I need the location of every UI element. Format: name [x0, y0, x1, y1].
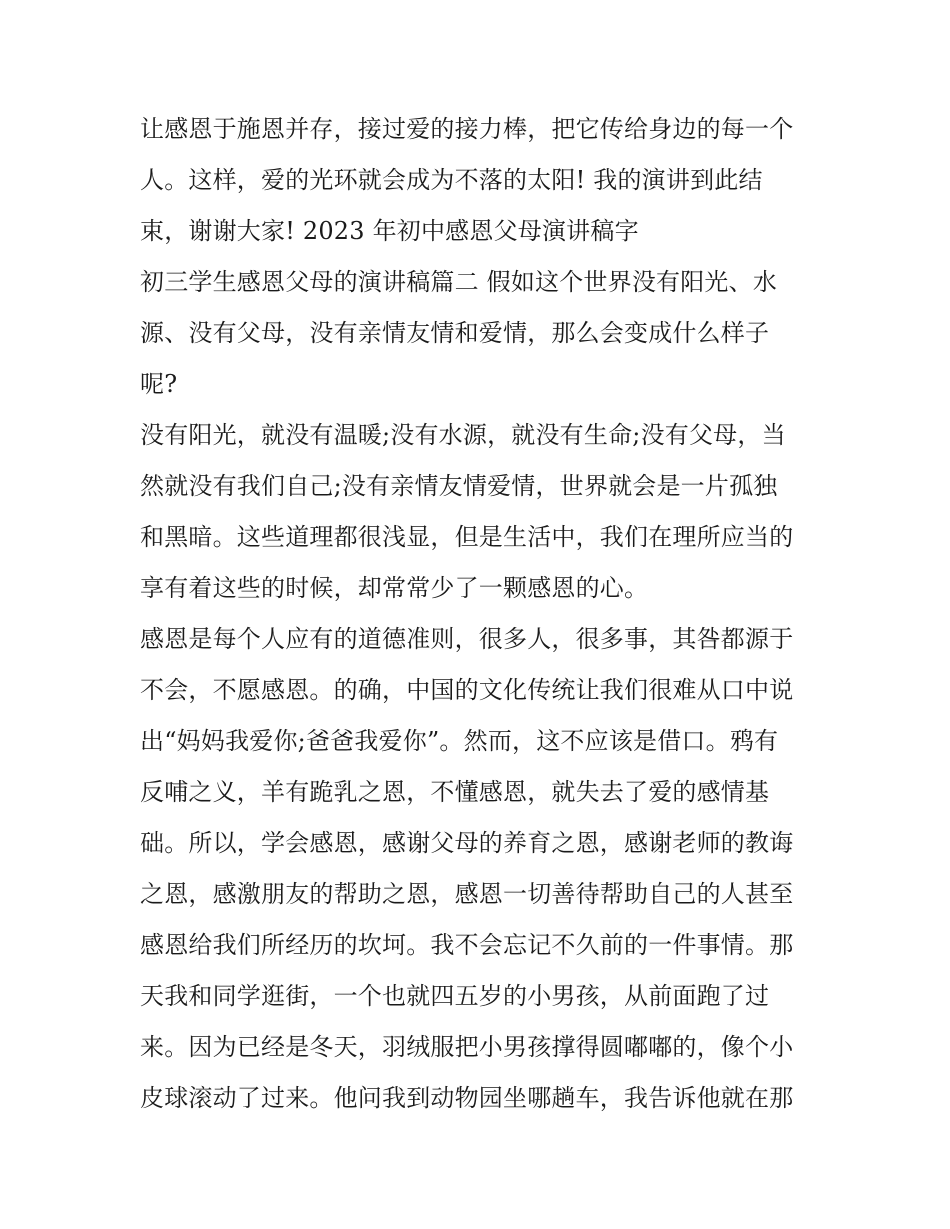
- text-line: 和黑暗。这些道理都很浅显，但是生活中，我们在理所应当的: [140, 523, 794, 551]
- text-line: 来。因为已经是冬天，羽绒服把小男孩撑得圆嘟嘟的，像个小: [140, 1033, 794, 1061]
- paragraph-3: [140, 410, 820, 614]
- text-line: 皮球滚动了过来。他问我到动物园坐哪趟车，我告诉他就在那: [140, 1084, 794, 1112]
- paragraph-2: [140, 257, 820, 410]
- text-line: 反哺之义，羊有跪乳之恩，不懂感恩，就失去了爱的感情基: [140, 778, 770, 806]
- text-line: 天我和同学逛街，一个也就四五岁的小男孩，从前面跑了过: [140, 982, 770, 1010]
- paragraph-1: [140, 104, 820, 257]
- text-line: 源、没有父母，没有亲情友情和爱情，那么会变成什么样子: [140, 319, 770, 347]
- paragraph-4: [140, 614, 820, 1124]
- text-line: 然就没有我们自己;没有亲情友情爱情，世界就会是一片孤独: [140, 472, 778, 500]
- text-line: 初三学生感恩父母的演讲稿篇二 假如这个世界没有阳光、水: [140, 268, 778, 296]
- text-line: 感恩给我们所经历的坎坷。我不会忘记不久前的一件事情。那: [140, 931, 794, 959]
- text-line: 束，谢谢大家! 2023 年初中感恩父母演讲稿字: [140, 217, 639, 245]
- text-line: 人。这样，爱的光环就会成为不落的太阳! 我的演讲到此结: [140, 166, 763, 194]
- body-text: [140, 104, 820, 1124]
- text-line: 之恩，感激朋友的帮助之恩，感恩一切善待帮助自己的人甚至: [140, 880, 794, 908]
- text-line: 享有着这些的时候，却常常少了一颗感恩的心。: [140, 574, 649, 602]
- text-line: 不会，不愿感恩。的确，中国的文化传统让我们很难从口中说: [140, 676, 794, 704]
- text-line: 出“妈妈我爱你;爸爸我爱你”。然而，这不应该是借口。鸦有: [140, 727, 779, 755]
- text-line: 感恩是每个人应有的道德准则，很多人，很多事，其咎都源于: [140, 625, 794, 653]
- text-line: 没有阳光，就没有温暖;没有水源，就没有生命;没有父母，当: [140, 421, 786, 449]
- text-line: 呢?: [140, 370, 178, 398]
- text-line: 让感恩于施恩并存，接过爱的接力棒，把它传给身边的每一个: [140, 115, 794, 143]
- text-line: 础。所以，学会感恩，感谢父母的养育之恩，感谢老师的教诲: [140, 829, 794, 857]
